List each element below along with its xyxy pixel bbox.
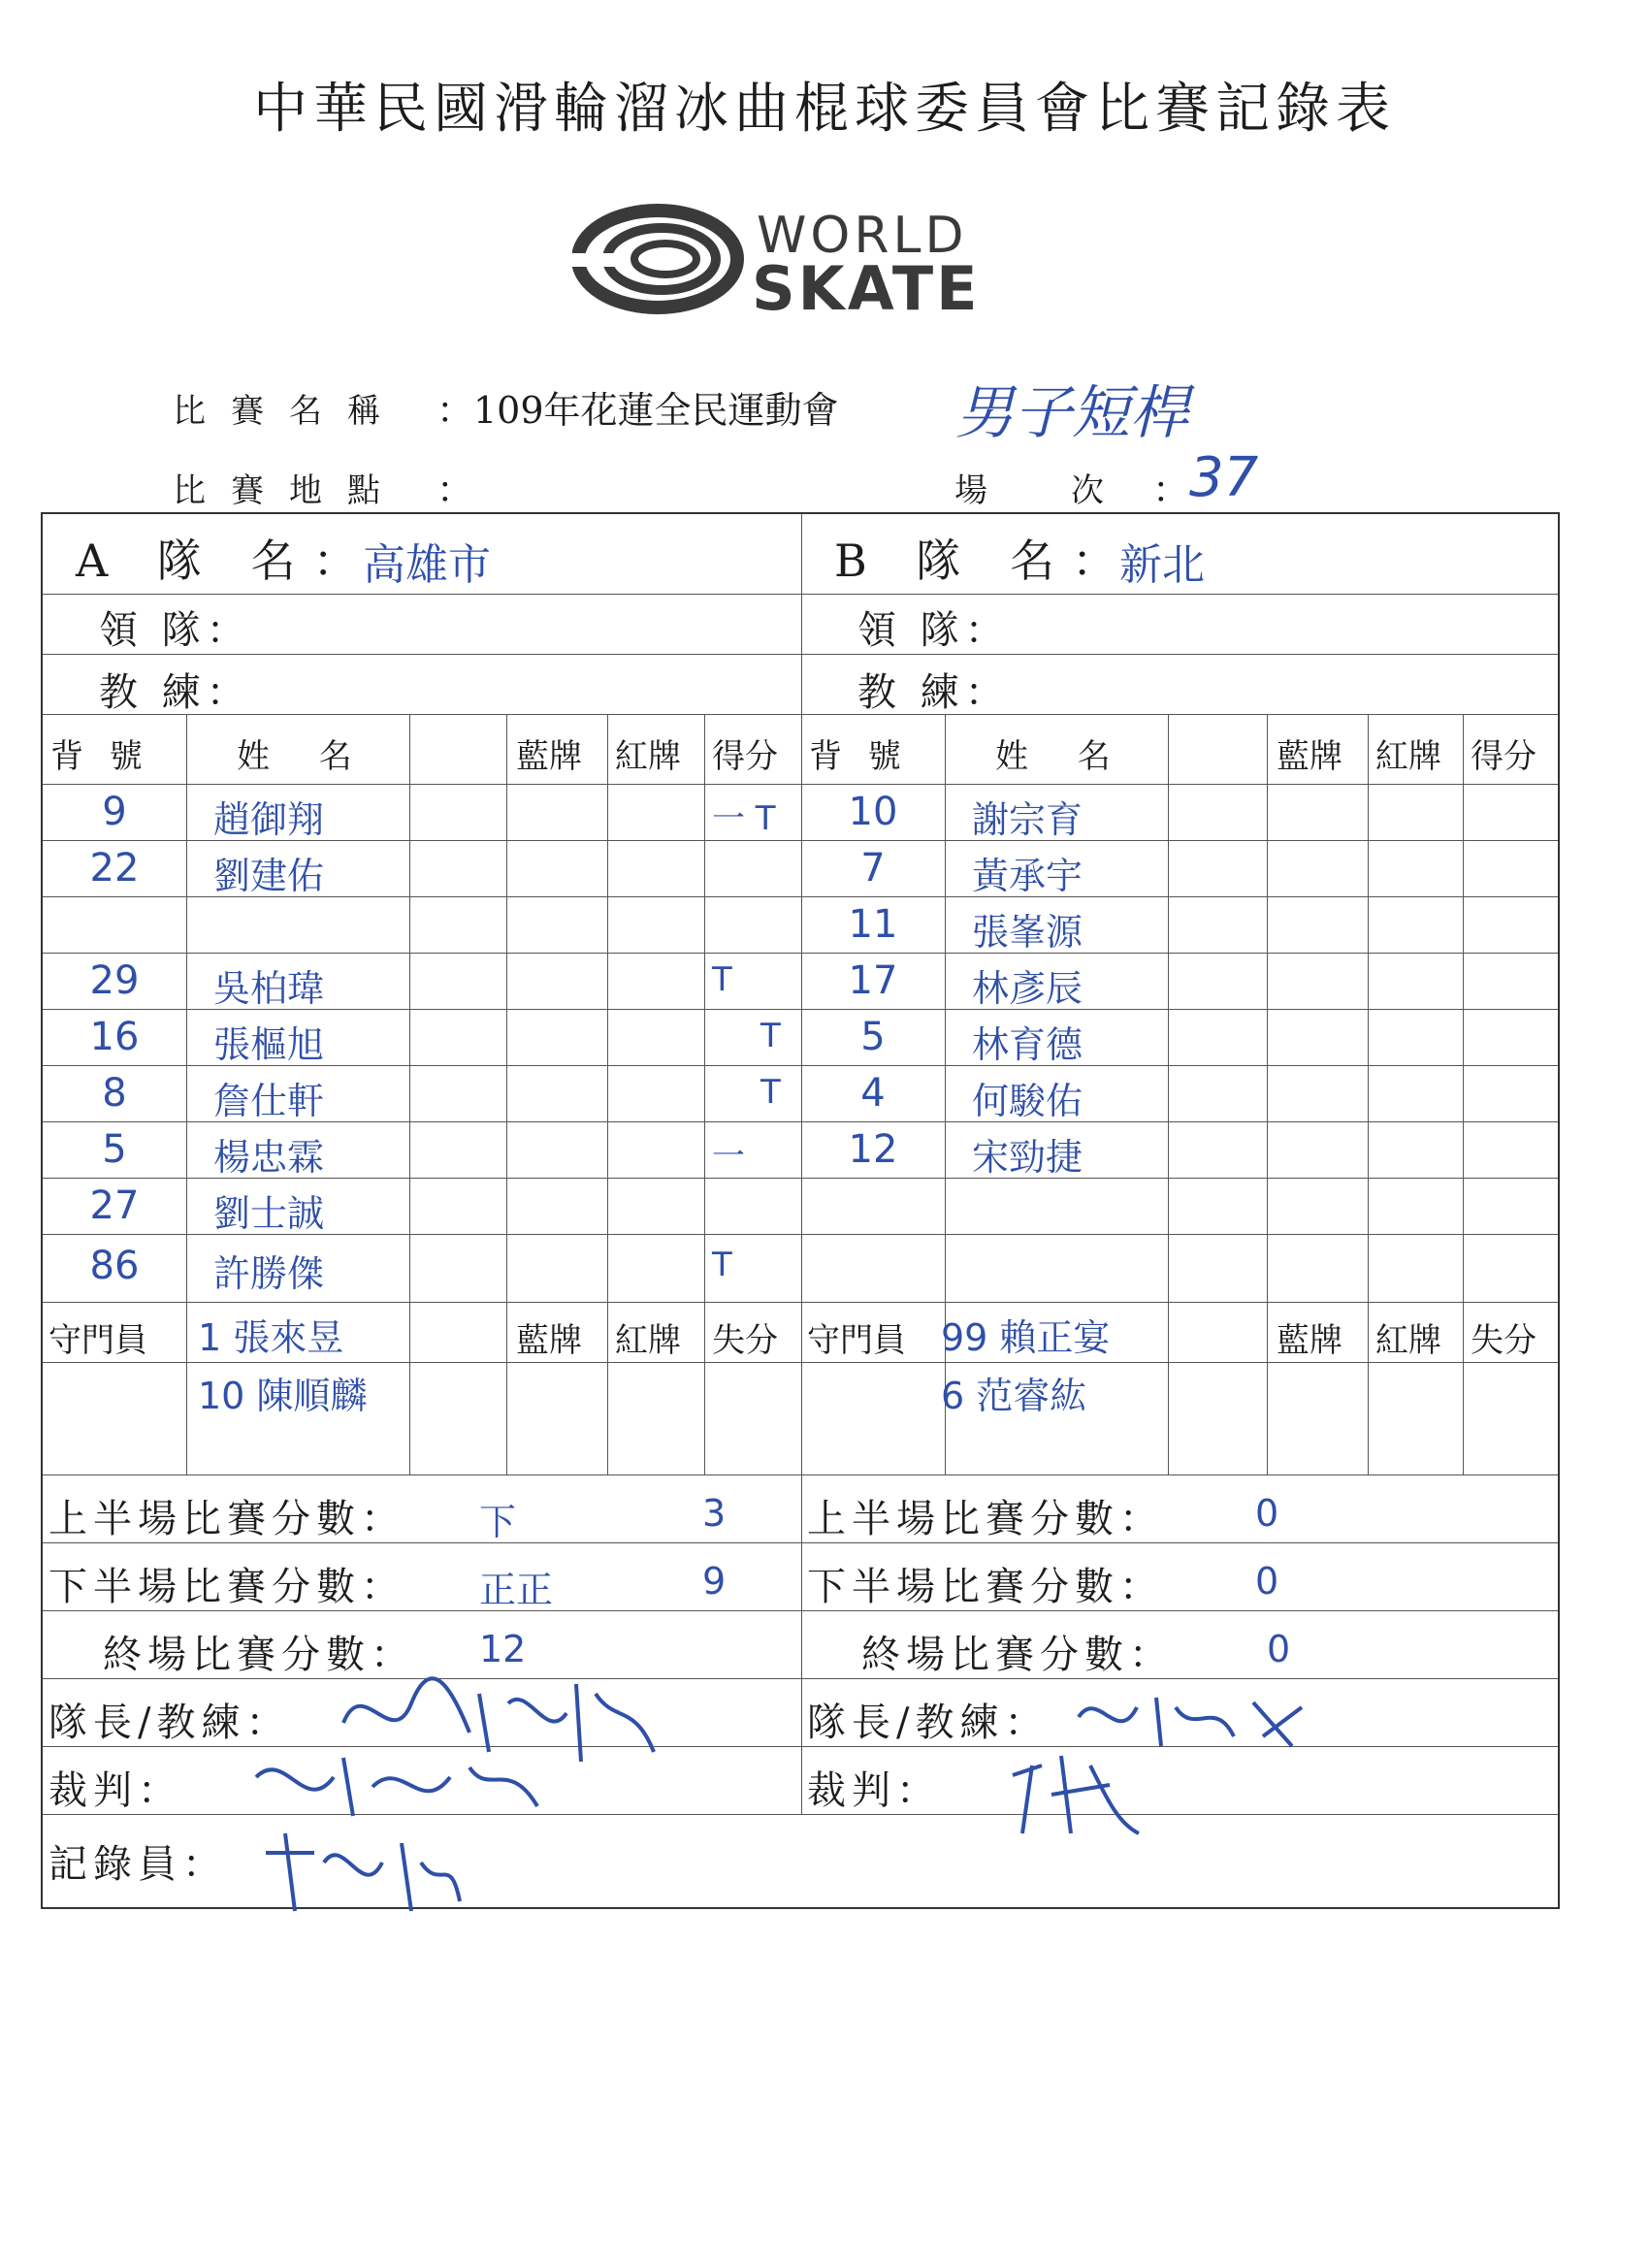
team-a-name: 高雄市 [363,540,491,590]
team-a-col-score: 得分 [712,737,778,776]
team-a-player-name: 張樞旭 [213,1023,325,1066]
team-a-player-score: 一 T [712,799,776,838]
team-a-col-number: 背 號 [50,737,150,776]
team-b-captain-label: 隊長/教練： [807,1701,1050,1745]
team-b-second-half-label: 下半場比賽分數： [807,1565,1164,1609]
team-b-name-label: B 隊 名： [834,535,1135,587]
team-b-goalie-label: 守門員 [807,1321,906,1360]
team-a-player-score: T [712,1246,732,1284]
team-b-player-name: 黃承宇 [972,855,1083,897]
team-b-player-name: 謝宗育 [972,798,1083,841]
team-b-player-number: 5 [860,1015,886,1059]
round-label: 場 次 [954,471,1129,510]
team-b-player-name: 宋勁捷 [972,1136,1083,1179]
team-a-player-name: 許勝傑 [213,1252,325,1295]
team-b-leader-label: 領 隊： [857,608,1010,653]
team-a-player-name: 詹仕軒 [213,1080,325,1122]
team-b-col-blue: 藍牌 [1277,737,1342,776]
team-b-player-name: 張峯源 [972,911,1083,954]
team-a-referee-label: 裁判： [48,1768,182,1813]
team-b-name: 新北 [1119,540,1205,590]
team-b-col-name: 姓 名 [995,737,1130,776]
team-a-player-name: 劉士誠 [213,1192,325,1235]
team-a-player-number: 16 [89,1015,140,1059]
team-a-player-number: 86 [89,1244,140,1288]
team-a-goalie-label: 守門員 [48,1321,147,1360]
team-b-goalie-lost: 失分 [1471,1321,1536,1360]
match-name-label: 比賽名稱 [173,392,405,431]
match-name-value: 109年花蓮全民運動會 [473,389,839,432]
logo-word-skate: SKATE [752,253,981,324]
team-a-col-red: 紅牌 [615,737,681,776]
team-a-player-name: 楊忠霖 [213,1136,325,1179]
team-b-final-label: 終場比賽分數： [861,1633,1174,1677]
world-skate-swirl-icon [572,199,747,315]
team-a-player-number: 29 [89,958,140,1003]
team-a-final-label: 終場比賽分數： [103,1633,415,1677]
team-b-player-name: 林彥辰 [972,967,1083,1010]
team-a-first-half-label: 上半場比賽分數： [48,1497,405,1541]
team-a-goalie-lost: 失分 [712,1321,778,1360]
team-a-col-blue: 藍牌 [516,737,582,776]
team-b-player-number: 4 [860,1071,886,1116]
team-a-first-half-score: 3 [702,1492,727,1535]
team-b-first-half-label: 上半場比賽分數： [807,1497,1164,1541]
team-a-player-number: 5 [102,1127,127,1172]
team-b-final-score: 0 [1267,1628,1291,1670]
team-a-goalie-blue: 藍牌 [516,1321,582,1360]
team-b-col-number: 背 號 [809,737,909,776]
team-a-player-score: T [760,1017,781,1055]
team-b-player-number: 11 [848,902,898,947]
team-b-first-half-score: 0 [1255,1492,1279,1535]
team-a-player-number: 22 [89,846,140,891]
team-b-goalie-blue: 藍牌 [1277,1321,1342,1360]
venue-label: 比賽地點 [173,471,405,510]
logo-word-world: WORLD [757,207,968,265]
team-a-second-half-score: 9 [702,1560,727,1603]
team-b-second-half-score: 0 [1255,1560,1279,1603]
team-b-col-red: 紅牌 [1375,737,1441,776]
team-b-referee-label: 裁判： [807,1768,941,1813]
team-b-player-number: 10 [848,790,898,834]
team-a-coach-label: 教 練： [99,670,251,715]
team-a-player-number: 8 [102,1071,127,1116]
team-b-col-score: 得分 [1471,737,1536,776]
team-b-goalie: 6 范睿紘 [941,1375,1087,1417]
team-a-name-label: A 隊 名： [76,535,375,587]
team-a-col-name: 姓 名 [237,737,372,776]
recorder-label: 記錄員： [48,1842,227,1887]
team-b-player-name: 林育德 [972,1023,1083,1066]
team-a-player-score: 一 [712,1137,745,1176]
team-a-player-name: 劉建佑 [213,855,325,897]
round-value: 37 [1189,446,1259,509]
team-b-goalie-red: 紅牌 [1375,1321,1441,1360]
team-a-player-number: 9 [102,790,127,834]
team-b-player-number: 17 [848,958,898,1003]
team-b-player-name: 何駿佑 [972,1080,1083,1122]
team-a-captain-label: 隊長/教練： [48,1701,291,1745]
score-sheet-table [41,512,1560,1909]
team-a-final-score: 12 [479,1628,527,1670]
world-skate-logo [572,199,1057,324]
team-b-player-number: 12 [848,1127,898,1172]
recorder-signature [256,1824,469,1921]
team-a-player-number: 27 [89,1183,140,1228]
team-b-goalie: 99 賴正宴 [941,1316,1111,1359]
team-a-goalie: 1 張來昱 [198,1316,344,1359]
team-a-player-name: 趙御翔 [213,798,325,841]
team-b-referee-signature [1003,1736,1148,1843]
team-a-referee-signature [246,1738,557,1835]
team-a-leader-label: 領 隊： [99,608,251,653]
team-a-player-score: T [760,1073,781,1112]
team-a-second-half-label: 下半場比賽分數： [48,1565,405,1609]
team-a-goalie: 10 陳順麟 [198,1375,368,1417]
team-b-player-number: 7 [860,846,886,891]
match-category: 男子短桿 [955,379,1188,447]
team-b-coach-label: 教 練： [857,670,1010,715]
team-a-player-name: 吳柏瑋 [213,967,325,1010]
team-a-goalie-red: 紅牌 [615,1321,681,1360]
team-a-player-score: T [712,960,732,999]
team-a-second-half-tally: 正正 [479,1569,554,1611]
team-a-first-half-tally: 下 [479,1501,517,1543]
form-title: 中華民國滑輪溜冰曲棍球委員會比賽記錄表 [253,78,1396,141]
